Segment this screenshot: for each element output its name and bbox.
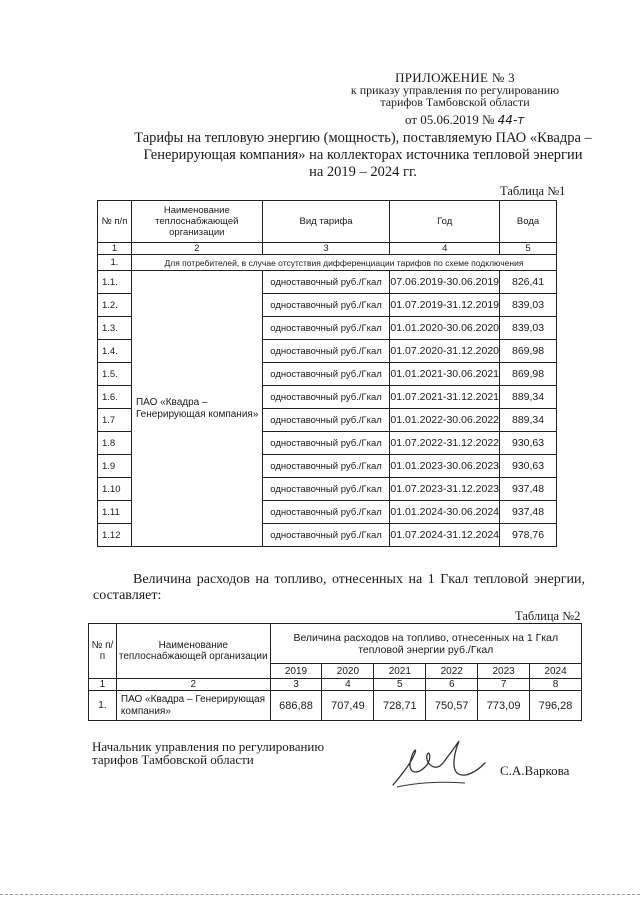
tariff-period: 01.07.2021-31.12.2021 [390, 386, 500, 409]
t2-value: 750,57 [426, 691, 478, 721]
t1-header-water: Вода [500, 201, 557, 243]
t1-section-no: 1. [98, 255, 132, 271]
t1-org-name: ПАО «Квадра – Генерирующая компания» [131, 271, 262, 547]
tariff-value: 839,03 [500, 317, 557, 340]
appendix-order-ref: к приказу управления по регулированию [350, 83, 560, 97]
tariff-value: 889,34 [500, 409, 557, 432]
tariff-type: одноставочный руб./Гкал [262, 317, 390, 340]
tariff-period: 01.07.2019-31.12.2019 [390, 294, 500, 317]
t2-row-no: 1. [89, 691, 117, 721]
tariff-value: 889,34 [500, 386, 557, 409]
signatory-position [92, 740, 324, 766]
tariff-type: одноставочный руб./Гкал [262, 271, 390, 294]
t2-year: 2021 [374, 664, 426, 679]
tariff-type: одноставочный руб./Гкал [262, 409, 390, 432]
t2-value: 796,28 [530, 691, 582, 721]
tariff-period: 01.01.2022-30.06.2022 [390, 409, 500, 432]
t1-header-type: Вид тарифа [262, 201, 390, 243]
tariff-period: 01.01.2023-30.06.2023 [390, 455, 500, 478]
t2-year: 2023 [478, 664, 530, 679]
table1-caption: Таблица №1 [500, 184, 566, 198]
table-row-no: 1.4. [98, 340, 132, 363]
tariff-period: 01.01.2024-30.06.2024 [390, 501, 500, 524]
appendix-header [330, 72, 580, 108]
t2-header-org: Наименование теплоснабжающей организации [116, 624, 270, 679]
handwritten-signature [385, 733, 495, 793]
table-row-no: 1.11 [98, 501, 132, 524]
t1-colnum: 1 [98, 243, 132, 255]
t2-value: 728,71 [374, 691, 426, 721]
tariff-period: 01.07.2020-31.12.2020 [390, 340, 500, 363]
t2-value: 707,49 [322, 691, 374, 721]
tariff-value: 937,48 [500, 478, 557, 501]
tariff-period: 01.01.2020-30.06.2020 [390, 317, 500, 340]
tariff-type: одноставочный руб./Гкал [262, 455, 390, 478]
t2-value: 773,09 [478, 691, 530, 721]
tariff-period: 01.07.2023-31.12.2023 [390, 478, 500, 501]
tariff-type: одноставочный руб./Гкал [262, 386, 390, 409]
order-number: 44-т [497, 113, 525, 127]
appendix-authority: тарифов Тамбовской области [380, 95, 530, 109]
title-line-3: на 2019 – 2024 гг. [309, 164, 417, 180]
table-row-no: 1.10 [98, 478, 132, 501]
t2-year: 2024 [530, 664, 582, 679]
t2-year: 2019 [270, 664, 322, 679]
t2-colnum: 7 [478, 679, 530, 691]
t1-header-org: Наименование теплоснабжающей организации [131, 201, 262, 243]
t2-colnum: 3 [270, 679, 322, 691]
order-line [405, 112, 524, 128]
tariff-type: одноставочный руб./Гкал [262, 478, 390, 501]
t1-header-no: № п/п [98, 201, 132, 243]
fuel-cost-table [88, 623, 582, 721]
tariff-type: одноставочный руб./Гкал [262, 501, 390, 524]
t2-header-cost: Величина расходов на топливо, отнесенных на 1 Гкал тепловой энергии руб./Гкал [270, 624, 581, 664]
position-line-2: тарифов Тамбовской области [92, 752, 254, 767]
tariff-value: 839,03 [500, 294, 557, 317]
tariff-value: 978,76 [500, 524, 557, 547]
signer-name: С.А.Варкова [500, 763, 570, 778]
t2-colnum: 5 [374, 679, 426, 691]
tariff-value: 937,48 [500, 501, 557, 524]
t2-value: 686,88 [270, 691, 322, 721]
tariff-value: 869,98 [500, 363, 557, 386]
tariff-value: 930,63 [500, 432, 557, 455]
t2-colnum: 8 [530, 679, 582, 691]
table-row-no: 1.2. [98, 294, 132, 317]
t1-section-text: Для потребителей, в случае отсутствия дифференциации тарифов по схеме подключения [131, 255, 556, 271]
table-row-no: 1.7 [98, 409, 132, 432]
tariff-value: 826,41 [500, 271, 557, 294]
t2-colnum: 1 [89, 679, 117, 691]
order-date: от 05.06.2019 № [405, 112, 495, 127]
title-line-1: Тарифы на тепловую энергию (мощность), поставляемую ПАО «Квадра – [134, 130, 592, 146]
tariff-period: 07.06.2019-30.06.2019 [390, 271, 500, 294]
tariff-type: одноставочный руб./Гкал [262, 432, 390, 455]
tariff-type: одноставочный руб./Гкал [262, 524, 390, 547]
table-row-no: 1.3. [98, 317, 132, 340]
t2-colnum: 6 [426, 679, 478, 691]
appendix-title: ПРИЛОЖЕНИЕ № 3 [395, 70, 515, 85]
document-title [128, 130, 598, 181]
table-row-no: 1.1. [98, 271, 132, 294]
fuel-costs-paragraph: Величина расходов на топливо, отнесенных на 1 Гкал тепловой энергии, составляет: [93, 572, 585, 603]
table-row-no: 1.8 [98, 432, 132, 455]
title-line-2: Генерирующая компания» на коллекторах источника тепловой энергии [143, 147, 583, 163]
page-bottom-divider [0, 894, 640, 895]
t2-org-name: ПАО «Квадра – Генерирующая компания» [116, 691, 270, 721]
table2-caption: Таблица №2 [515, 609, 581, 623]
table-row-no: 1.5. [98, 363, 132, 386]
table-row-no: 1.12 [98, 524, 132, 547]
t2-year: 2022 [426, 664, 478, 679]
tariff-period: 01.07.2022-31.12.2022 [390, 432, 500, 455]
table-row-no: 1.6. [98, 386, 132, 409]
tariff-type: одноставочный руб./Гкал [262, 294, 390, 317]
table-row-no: 1.9 [98, 455, 132, 478]
t1-colnum: 5 [500, 243, 557, 255]
tariff-table [97, 200, 557, 547]
tariff-type: одноставочный руб./Гкал [262, 363, 390, 386]
t2-colnum: 4 [322, 679, 374, 691]
t2-year: 2020 [322, 664, 374, 679]
t1-header-year: Год [390, 201, 500, 243]
t1-colnum: 4 [390, 243, 500, 255]
tariff-period: 01.01.2021-30.06.2021 [390, 363, 500, 386]
position-line-1: Начальник управления по регулированию [92, 739, 325, 754]
t2-colnum: 2 [116, 679, 270, 691]
t1-colnum: 2 [131, 243, 262, 255]
tariff-value: 930,63 [500, 455, 557, 478]
t1-colnum: 3 [262, 243, 390, 255]
tariff-value: 869,98 [500, 340, 557, 363]
t2-header-no: № п/п [89, 624, 117, 679]
tariff-type: одноставочный руб./Гкал [262, 340, 390, 363]
tariff-period: 01.07.2024-31.12.2024 [390, 524, 500, 547]
